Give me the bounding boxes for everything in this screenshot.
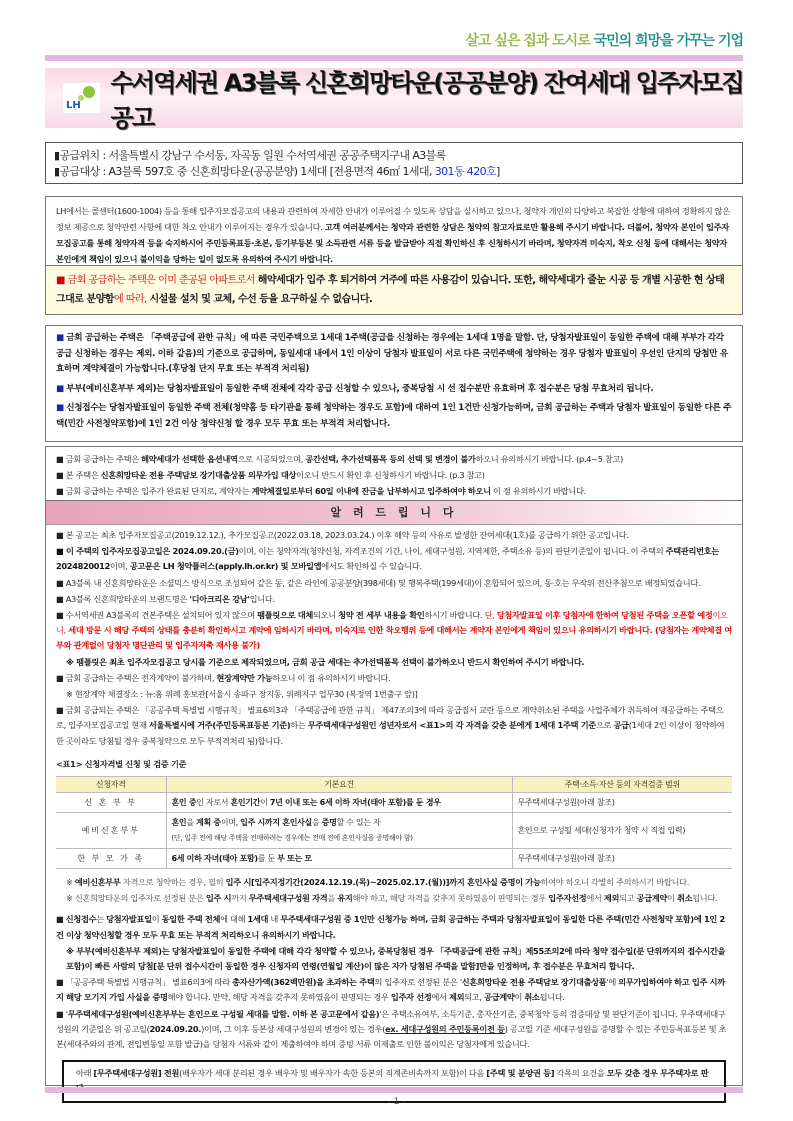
text-run: 시설물 설치 및 교체, 수선 등을 요구하실 수 없습니다. (149, 294, 373, 305)
text-run: 주택관리번호는 2024820012 (56, 546, 719, 572)
notice-section (45, 500, 743, 1086)
text-run: ■ 금회 공급하는 주택은 입주가 완료된 단지로, 계약자는 (56, 486, 252, 496)
text-run: ■ 금회 공급하는 주택은 (56, 454, 142, 464)
text-run: ex. 세대구성원의 주민등록이전 등 (385, 1023, 505, 1034)
text-run: 인 자로서 (196, 798, 231, 808)
eligibility-table (56, 776, 732, 869)
text-run: ※ 부부(예비신혼부부 제외)는 당첨자발표일이 동일한 주택에 대해 각각 청약할 수 있으나, 중복당첨된 경우 「주택공급에 관한 규칙」제55조의2에 따라 청약 접수일(분 단위까지의 접수시간을 포함)이 빠른 사람의 당첨[분 단위 접수시간이 동일한 경우 신청자의 연령(연월일 계산)이 많은 자가 당첨된 주택을 말함]만을 인정하며, 후 접수분은 무효처리 합니다. (66, 945, 726, 972)
table-caption: <표1> 신청자격별 신청 및 검증 기준 (56, 758, 187, 769)
text-run: ■ 금회 공급되는 주택은 「공공주택 특별법 시행규칙」 별표6의3과 「주택공급에 관한 규칙」 제47조의3에 따라 공급질서 교란 등으로 계약취소된 주택을 사업주체가 취득하여 재공급하는 주택으로, 입주자모집공고일 현재 (56, 705, 724, 731)
page-title: 수서역세권 A3블록 신혼희망타운(공공분양) 잔여세대 입주자모집공고 (110, 69, 743, 132)
text-run: 되오니 (313, 610, 339, 621)
text-run: 입주자선정 (548, 893, 587, 904)
notice-item (56, 1007, 732, 1053)
text-run: LH에서는 콜센터(1600-1004) 등을 통해 입주자모집공고의 내용과 관련하여 자세한 안내가 이루어질 수 있도록 상담을 실시하고 있으나, 청약자 개인의 다양하고 복잡한 상황에 대하여 정확하지 않은 정보 제공으로 청약관련 사항에 대한 착오 안내가 이루어지는 경우가 있습니다. (56, 206, 730, 232)
text-run: 을 (186, 818, 197, 828)
text-run: ■ (56, 403, 67, 413)
text-run: 계약체결일로부터 60일 이내에 잔금을 납부하시고 입주하여야 하오니 (251, 486, 491, 496)
text-run: 예비신혼부부 (74, 877, 121, 888)
application-rules (45, 325, 743, 442)
text-run: ■ (56, 275, 68, 286)
text-run: 하여야 하오니 각별히 주의하시기 바랍니다. (540, 877, 690, 888)
divider-top (45, 55, 743, 61)
paragraph (54, 164, 734, 180)
text-run: 에서 (586, 893, 604, 904)
text-run: 청약 전 세부 내용을 확인 (338, 610, 425, 621)
text-run: 해야 하고, 해당 자격을 갖추지 못하였음이 판명되는 경우 (352, 893, 549, 904)
text-run: 부 또는 모 (277, 853, 312, 863)
notice-item (56, 576, 732, 591)
text-run: 됩니다. (692, 893, 718, 904)
condition-warning (45, 265, 743, 315)
text-run: 총자산가액(362백만원)을 초과하는 주택 (232, 977, 375, 988)
text-run: 무주택세대구성원(예비신혼부부는 혼인으로 구성될 세대를 말함. 이하 본 공고문에서 같음) (67, 1008, 380, 1019)
text-run: 되고 (619, 893, 637, 904)
text-run: 를 둔 (257, 853, 278, 863)
notice-item (56, 608, 732, 654)
text-run: 이며, (220, 818, 241, 828)
paragraph (56, 382, 732, 398)
paragraph (56, 467, 732, 483)
text-run: '은 주택소유여부, 소득기준, 총자산기준, 중복청약 등의 검증대상 및 판단기준이 됩니다. 무주택세대구성원의 기준일은 위 공고일( (56, 1008, 726, 1034)
text-run: 1세대 (247, 914, 269, 925)
text-run: 하오니 유의하시기 바랍니다. (p.4~5 참고) (475, 454, 624, 464)
text-run: 동일한 주택 전체 (161, 914, 221, 925)
text-run: 해약세대가 선택한 옵션내역 (141, 454, 238, 464)
text-run: 제외 (448, 992, 465, 1003)
notice-paragraphs (56, 528, 732, 749)
text-run: 고객 여러분께서는 청약과 관련한 상담은 청약의 참고자료로만 활용해 주시기 바랍니다. 더불어, 청약자 본인이 입주자모집공고를 통해 청약자격 등을 숙지하시어 주민등록표등·초본, 등기부등본 및 소득관련 서류 등을 발급받아 직접 확인하신 후 신청하시기 바라며, 청약자격 미숙지, 착오 신청 등에 대해서는 청약자 본인에게 책임이 있으니 불이익을 당하는 일이 없도록 유의하여 주시기 바랍니다. (56, 222, 729, 264)
text-run: 됩니다. (539, 992, 565, 1003)
text-run: 신청접수는 당첨자발표일이 동일한 주택 전체(청약홈 등 타기관을 통해 청약하는 경우도 포함)에 대하여 1인 1건만 신청가능하며, 금회 공급하는 주택과 당첨자 발표일이 동일한 다른 주택(민간 사전청약포함)에 1인 2건 이상 청약신청 할 경우 모두 무효 또는 부적격 처리합니다. (56, 403, 732, 429)
paragraph (56, 451, 732, 467)
text-run: 취소 (524, 992, 540, 1003)
table-note (56, 875, 732, 906)
text-run: 301동 420호 (434, 165, 497, 178)
text-run: ■ 본 공고는 최초 입주자모집공고(2019.12.12.), 추가모집공고(2022.03.18, 2023.03.24.) 이후 해약 등의 사유로 발생한 잔여세대(1호)를 공급하기 위한 공고입니다. (56, 530, 629, 540)
text-run: '에 (606, 977, 619, 988)
text-run: 무주택세대구성원 중 1인만 신청가능 하며, 금회 공급하는 주택과 당첨자발표일이 동일한 다른 주택(민간 사전청약 포함)에 1인 2건 이상 청약신청할 경우 모두 무효 또는 부적격 처리하오니 유의하시기 바랍니다. (56, 914, 725, 940)
table-row: 한 부 모 가 족 6세 이하 자녀(태아 포함)를 둔 부 또는 모 무주택세대구성원(아래 참조) (56, 848, 732, 868)
text-run: 단, (484, 610, 497, 621)
text-run: 입주 시까지 혼인사실 (240, 818, 312, 828)
paragraph (56, 483, 732, 499)
text-run: 취소 (676, 893, 693, 904)
text-run: ※ 현장계약 체결장소 : 뉴:홈 위례 홍보관[서울시 송파구 장지동, 위례지구 업무30 (복정역 1번출구 앞)] (66, 689, 418, 700)
text-run: 이 (260, 798, 270, 808)
text-run: 세대 방문 시 해당 주택의 상태를 충분히 확인하시고 계약에 임하시기 바라며, 미숙지로 인한 착오행위 등에 대해서는 계약자 본인에게 책임이 있으니 유의하시기 바랍니다. (당첨자는 계약체결 여부와 관계없이 당첨자 명단관리 및 입주자저축 재사용 불가) (56, 625, 733, 651)
text-run: ■ (56, 333, 67, 343)
notice-item (56, 912, 732, 942)
text-run: [무주택세대구성원] 전원 (93, 1068, 180, 1079)
text-run: 금회 공급하는 주택은 「주택공급에 관한 규칙」에 따른 국민주택으로 1세대 1주택(공급을 신청하는 경우에는 1세대 1명을 말함. 단, 당첨자발표일이 동일한 주택에 대해 부부가 각각 공급 신청하는 경우는 제외. 이하 같음)의 기준으로 공급하며, 동일세대 내에서 1인 이상이 당첨자 발표일이 서로 다른 국민주택에 청약하는 경우 당첨자 발표일이 우선인 단지의 당첨만 유효하며 계약체결이 가능합니다.(후당첨 단지 무효 또는 부적격 처리됨) (56, 333, 728, 374)
text-run: 공간선택, 추가선택품목 등의 선택 및 변경이 불가 (305, 454, 476, 464)
text-run: 해약세대가 입주 후 퇴거하여 거주에 따른 사용감이 있습니다. 또한, 해약세대가 줄눈 시공 등 개별 시공한 현 상태 그대로 분양함 (56, 275, 725, 305)
text-run: 을 (327, 893, 338, 904)
notice-paragraphs-2 (56, 912, 732, 1052)
text-run: 이 점 유의하시기 바랍니다. (490, 486, 586, 496)
text-run: 각목의 요건을 (554, 1068, 607, 1079)
text-run: 되고, (464, 992, 485, 1003)
consultation-notice (45, 196, 743, 274)
text-run: 는 (96, 914, 107, 925)
text-run: 하오니 이 점 유의하시기 바랍니다. (272, 672, 391, 683)
text-run: ] (496, 165, 500, 178)
notice-heading: 알 려 드 립 니 다 (46, 501, 742, 525)
paragraph (66, 891, 732, 906)
text-run: 입주자 선정 (390, 992, 432, 1003)
lh-logo: LH (63, 83, 100, 113)
text-run: ▮공급대상 : A3블록 597호 중 신혼희망타운(공공분양) 1세대 [전용면적 46㎡ 1세대, (54, 165, 435, 178)
notice-item (56, 671, 732, 686)
text-run: 까지 (231, 893, 249, 904)
text-run: 하는 (290, 720, 308, 731)
text-run: 혼인기간 (230, 798, 261, 808)
notice-item (56, 592, 732, 607)
paragraph (56, 401, 732, 432)
paragraph (66, 875, 732, 890)
text-run: 모두 갖춘 경우 무주택자로 판 (606, 1068, 709, 1079)
page-number: - 1 - (387, 1097, 406, 1107)
divider-bottom (45, 1087, 743, 1093)
text-run: 자격으로 청약하는 경우, 필히 (120, 877, 226, 888)
text-run: 무주택세대구성원인 성년자로서 <표1>의 각 자격을 갖춘 분에게 1세대 1주택 기준 (307, 720, 596, 731)
text-run: ■ 이 주택의 입주자모집공고일은 2024.09.20.(금) (56, 546, 239, 557)
supply-info-box (45, 142, 743, 184)
text-run: 에 따라, (113, 294, 150, 305)
notice-item (56, 655, 732, 670)
text-run: 으로 (595, 720, 614, 731)
text-run: 7년 이내 또는 6세 이하 자녀(태아 포함)를 둔 경우 (269, 798, 441, 808)
text-run: 입주 시[입주지정기간(2024.12.19.(목)~2025.02.17.(월))]까지 혼인사실 증명이 가능 (225, 877, 541, 888)
text-run: 계획 중 (196, 818, 221, 828)
text-run: ■ 「공공주택 특별법 시행규칙」 별표6의3에 따라 (56, 977, 233, 988)
notice-item (56, 528, 732, 543)
text-run: 입니다. (249, 593, 275, 604)
text-run: ■ (56, 383, 67, 394)
text-run: ※ 팸플릿은 최초 입주자모집공고 당시를 기준으로 제작되었으며, 금회 공급 세대는 추가선택품목 선택이 불가하오니 반드시 확인하여 주시기 바랍니다. (66, 656, 585, 667)
text-run: 에서 (431, 992, 449, 1003)
text-run: (1세대 2인 이상이 청약하여 한 곳이라도 당첨될 경우 중복청약으로 모두 부적격처리 됨)합니다. (56, 720, 725, 746)
col-header: 기본요건 (166, 777, 512, 793)
text-run: 신청접수 (65, 914, 97, 925)
notice-item (56, 687, 732, 702)
text-run: 내 (268, 914, 281, 925)
text-run: )이며, 그 이후 등본상 세대구성원의 변경이 있는 경우( (201, 1023, 386, 1034)
text-run: ※ 신혼희망타운의 입주자로 선정된 분은 (66, 893, 206, 904)
text-run: 당첨자발표일 이후 당첨자에 한하여 당첨된 주택을 오픈할 예정 (496, 610, 713, 621)
text-run: 2024.09.20. (149, 1023, 202, 1034)
text-run: 이 (514, 992, 525, 1003)
text-run: 이며, (109, 561, 130, 572)
text-run: 현장계약만 가능 (216, 672, 273, 683)
text-run: 해야 합니다. 만약, 해당 자격을 갖추지 못하였음이 판명되는 경우 (167, 992, 391, 1003)
text-run: '디아크리온 강남' (189, 593, 250, 604)
text-run: ■ 금회 공급하는 주택은 전자계약이 불가하며, (56, 672, 217, 683)
text-run: 이며, 이는 청약자격(청약신청, 자격조건의 기간, 나이, 세대구성원, 지역제한, 주택소유 등)의 판단기준일이 됩니다. 이 주택의 (238, 546, 666, 557)
text-run: ■ ' (56, 1008, 68, 1019)
text-run: 이 (667, 893, 677, 904)
text-run: 서울특별시에 거주(주민등록표등본 기준) (148, 720, 291, 731)
text-run: 의무가입하여야 하고 입주 시까지 해당 모기지 가입 사실을 증명 (56, 977, 725, 1003)
text-run: 을 (311, 818, 322, 828)
text-run: ■ A3블록 신혼희망타운의 브랜드명은 (56, 593, 190, 604)
col-header: 신청자격 (56, 777, 166, 793)
text-run: 유지 (337, 893, 353, 904)
text-run: (배우자가 세대 분리된 경우 배우자 및 배우자가 속한 등본의 직계존비속까지 포함)이 다음 (179, 1068, 487, 1079)
text-run: [주택 및 분양권 등] (486, 1068, 555, 1079)
text-run: 입주 시 (205, 893, 232, 904)
caution-item (56, 451, 732, 499)
notice-item (56, 544, 732, 574)
text-run: 당첨자발표일 (106, 914, 152, 925)
text-run: 혼인 중 (171, 798, 197, 808)
text-run: ■ (56, 914, 66, 925)
title-banner (45, 68, 743, 132)
text-run: 부부(예비신혼부부 제외)는 당첨자발표일이 동일한 주택 전체에 각각 공급 신청할 수 있으나, 중복당첨 시 선 접수분만 유효하며 후 접수분은 당첨 무효처리 됩니다. (66, 383, 654, 394)
table-row: 예비신혼부부 혼인을 계획 중이며, 입주 시까지 혼인사실을 증명할 수 있는 자 (단, 입주 전에 해당 주택을 전매하려는 경우에는 전매 전에 혼인사실을 증명해야 함) 혼인으로 구성될 세대(신청자가 청약 시 직접 입력) (56, 813, 732, 848)
text-run: 공고문은 LH 청약플러스(apply.lh.or.kr) 및 모바일앱 (129, 561, 322, 572)
text-run: 증명 (321, 818, 337, 828)
supply-line (54, 148, 734, 180)
table-row: 신 혼 부 부 혼인 중인 자로서 혼인기간이 7년 이내 또는 6세 이하 자녀(태아 포함)를 둔 경우 무주택세대구성원(아래 참조) (56, 793, 732, 813)
text-run: 할 수 있는 자 (336, 818, 381, 828)
text-run: 공급계약 (636, 893, 668, 904)
text-run: 팸플릿으로 대체 (257, 610, 313, 621)
text-run: ■ A3블록 내 신혼희망타운은 소셜믹스 방식으로 조성되어 같은 동, 같은 라인에 공공분양(398세대) 및 행복주택(199세대)이 혼합되어 있으며, 동·호는 무작위 전산추첨으로 배정되었습니다. (56, 577, 701, 588)
text-run: 혼인 (171, 818, 187, 828)
text-run: 무주택세대구성원 자격 (248, 893, 328, 904)
text-run: 이오니, (56, 610, 728, 636)
text-run: 으로 시공되었으며, (237, 454, 306, 464)
text-run: ) 공고일 기준 세대구성원을 증명할 수 있는 주민등록표등본 및 초본(세대주와의 관계, 전입변동일 포함 발급)을 당첨자 서류와 같이 제출하여야 하며 증빙 서류 미제출로 인한 불이익은 당첨자에게 있습니다. (56, 1023, 727, 1050)
col-header: 주택·소득·자산 등의 자격검증 범위 (512, 777, 732, 793)
paragraph (56, 331, 732, 378)
text-run: 하시기 바랍니다. (424, 610, 485, 621)
text-run: 공급계약 (484, 992, 515, 1003)
text-run: 금회 공급하는 주택은 이미 준공된 아파트로서 (67, 275, 258, 286)
caution-box (45, 446, 743, 504)
text-run: 공급 (613, 720, 629, 731)
text-run: 의 입주자로 선정된 분은 ' (374, 977, 462, 988)
text-run: 제외 (603, 893, 620, 904)
rule-item (56, 331, 732, 432)
text-run: 신혼희망타운 전용 주택담보 장기대출상품 (461, 977, 607, 988)
text-run: 6세 이하 자녀(태아 포함) (171, 853, 258, 863)
text-run: 신혼희망타운 전용 주택담보 장기대출상품 의무가입 대상 (100, 470, 297, 480)
text-run: 에서도 확인하실 수 있습니다. (321, 561, 422, 572)
text-run: ▮공급위치 : 서울특별시 강남구 수서동, 자곡동 일원 수서역세권 공공주택지구내 A3블록 (54, 149, 446, 162)
text-run: 에 대해 (220, 914, 248, 925)
text-run: ■ 수서역세권 A3블록의 견본주택은 설치되어 있지 않으며 (56, 610, 258, 621)
slogan: 살고 싶은 집과 도시로 국민의 희망을 가꾸는 기업 (465, 33, 743, 49)
notice-item (56, 944, 732, 974)
text-run: ※ (66, 877, 75, 888)
text-run: 이오니 반드시 확인 후 신청하시기 바랍니다. (p.3 참고) (296, 470, 485, 480)
notice-item (56, 975, 732, 1005)
text-run: 아래 (76, 1068, 94, 1079)
text-run: 이 (151, 914, 162, 925)
notice-item (56, 703, 732, 749)
text-run: ■ 본 주택은 (56, 470, 101, 480)
paragraph (54, 148, 734, 164)
